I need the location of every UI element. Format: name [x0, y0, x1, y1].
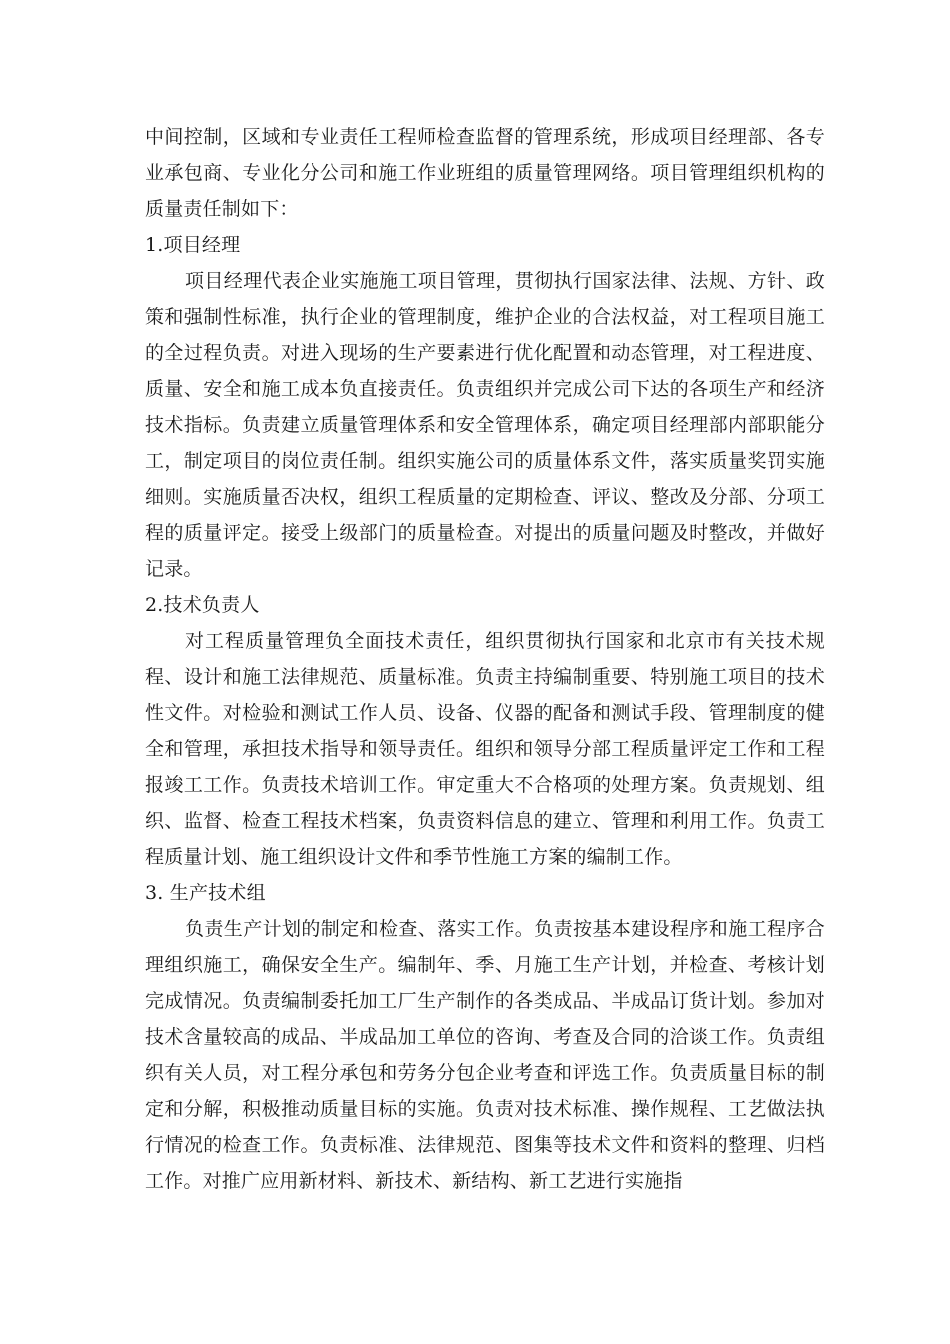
section-heading-production-tech-group: 3. 生产技术组	[145, 882, 266, 904]
project-manager-paragraph: 项目经理代表企业实施施工项目管理，贯彻执行国家法律、法规、方针、政策和强制性标准，执行企业的管理制度，维护企业的合法权益，对工程项目施工的全过程负责。对进入现场的生产要素进行优化配置和动态管理，对工程进度、质量、安全和施工成本负直接责任。负责组织并完成公司下达的各项生产和经济技术指标。负责建立质量管理体系和安全管理体系，确定项目经理部内部职能分工，制定项目的岗位责任制。组织实施公司的质量体系文件，落实质量奖罚实施细则。实施质量否决权，组织工程质量的定期检查、评议、整改及分部、分项工程的质量评定。接受上级部门的质量检查。对提出的质量问题及时整改，并做好记录。	[145, 270, 825, 580]
intro-paragraph: 中间控制，区域和专业责任工程师检查监督的管理系统，形成项目经理部、各专业承包商、专业化分公司和施工作业班组的质量管理网络。项目管理组织机构的质量责任制如下：	[145, 126, 825, 220]
section-heading-project-manager: 1.项目经理	[145, 234, 241, 256]
document-body	[145, 119, 825, 1199]
section-heading-technical-lead: 2.技术负责人	[145, 594, 260, 616]
technical-lead-paragraph: 对工程质量管理负全面技术责任，组织贯彻执行国家和北京市有关技术规程、设计和施工法律规范、质量标准。负责主持编制重要、特别施工项目的技术性文件。对检验和测试工作人员、设备、仪器的配备和测试手段、管理制度的健全和管理，承担技术指导和领导责任。组织和领导分部工程质量评定工作和工程报竣工工作。负责技术培训工作。审定重大不合格项的处理方案。负责规划、组织、监督、检查工程技术档案，负责资料信息的建立、管理和利用工作。负责工程质量计划、施工组织设计文件和季节性施工方案的编制工作。	[145, 630, 825, 868]
production-tech-group-paragraph: 负责生产计划的制定和检查、落实工作。负责按基本建设程序和施工程序合理组织施工，确保安全生产。编制年、季、月施工生产计划，并检查、考核计划完成情况。负责编制委托加工厂生产制作的各类成品、半成品订货计划。参加对技术含量较高的成品、半成品加工单位的咨询、考查及合同的洽谈工作。负责组织有关人员，对工程分承包和劳务分包企业考查和评选工作。负责质量目标的制定和分解，积极推动质量目标的实施。负责对技术标准、操作规程、工艺做法执行情况的检查工作。负责标准、法律规范、图集等技术文件和资料的整理、归档工作。对推广应用新材料、新技术、新结构、新工艺进行实施指	[145, 918, 825, 1192]
